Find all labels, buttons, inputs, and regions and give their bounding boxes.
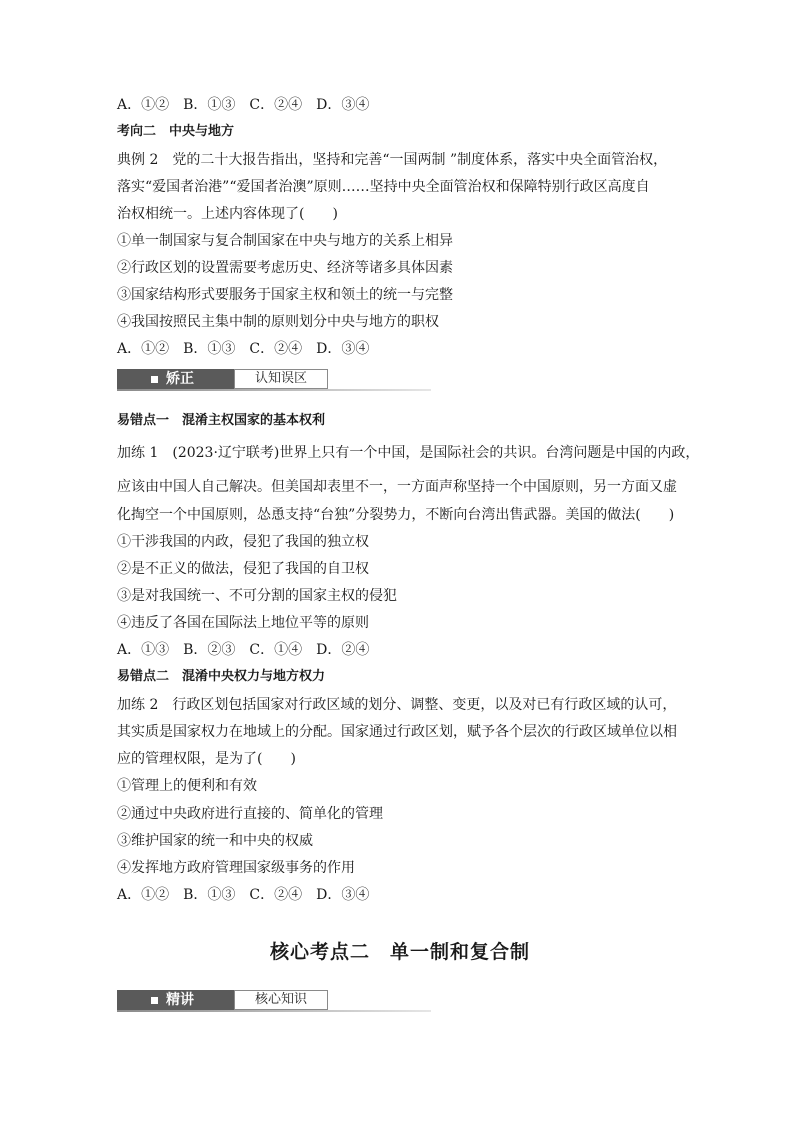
banner-correction-subtitle: 认知误区	[234, 369, 328, 389]
answer-options-2: A．①② B．①③ C．②④ D．③④	[117, 341, 370, 357]
square-bullet-icon	[151, 376, 158, 383]
practice-2-option-4: ④发挥地方政府管理国家级事务的作用	[117, 860, 355, 876]
banner-correction-label: 矫正	[166, 371, 194, 387]
banner-lecture	[117, 990, 431, 1012]
practice-2-line-2: 其实质是国家权力在地域上的分配。国家通过行政区划，赋予各个层次的行政区域单位以相	[117, 724, 677, 740]
banner-underline	[117, 389, 431, 391]
option-item-1: ①单一制国家与复合制国家在中央与地方的关系上相异	[117, 233, 453, 249]
practice-1-option-3: ③是对我国统一、不可分割的国家主权的侵犯	[117, 588, 397, 604]
practice-1-line-2: 应该由中国人自己解决。但美国却表里不一，一方面声称坚持一个中国原则，另一方面又虚	[117, 479, 677, 495]
error-point-1-heading: 易错点一 混淆主权国家的基本权利	[117, 413, 326, 428]
subheading-direction-2: 考向二 中央与地方	[117, 124, 235, 139]
example-2-line-2: 落实“爱国者治港”“爱国者治澳”原则……坚持中央全面管治权和保障特别行政区高度自	[117, 179, 650, 195]
banner-lecture-subtitle: 核心知识	[234, 990, 328, 1010]
error-point-2-heading: 易错点二 混淆中央权力与地方权力	[117, 669, 326, 684]
practice-1-option-2: ②是不正义的做法，侵犯了我国的自卫权	[117, 561, 369, 577]
option-item-3: ③国家结构形式要服务于国家主权和领土的统一与完整	[117, 287, 453, 303]
practice-1-option-1: ①干涉我国的内政，侵犯了我国的独立权	[117, 534, 369, 550]
answer-options-3: A．①③ B．②③ C．①④ D．②④	[117, 642, 370, 658]
banner-underline	[117, 1010, 431, 1012]
option-item-4: ④我国按照民主集中制的原则划分中央与地方的职权	[117, 314, 439, 330]
example-2-line-1: 典例 2 党的二十大报告指出，坚持和完善“一国两制 ”制度体系，落实中央全面管治权，	[117, 152, 668, 168]
practice-2-line-3: 应的管理权限，是为了( )	[117, 751, 296, 767]
banner-correction-tab	[117, 369, 234, 389]
practice-1-line-3: 化掏空一个中国原则，怂恿支持“台独”分裂势力，不断向台湾出售武器。美国的做法( )	[117, 507, 675, 523]
banner-lecture-tab	[117, 990, 234, 1010]
practice-2-option-1: ①管理上的便利和有效	[117, 778, 257, 794]
square-bullet-icon	[151, 997, 158, 1004]
practice-1-option-4: ④违反了各国在国际法上地位平等的原则	[117, 615, 369, 631]
practice-2-option-2: ②通过中央政府进行直接的、简单化的管理	[117, 806, 383, 822]
answer-options-1: A．①② B．①③ C．②④ D．③④	[117, 97, 370, 113]
example-2-line-3: 治权相统一。上述内容体现了( )	[117, 206, 338, 222]
practice-2-line-1: 加练 2 行政区划包括国家对行政区域的划分、调整、变更，以及对已有行政区域的认可，	[117, 697, 677, 713]
practice-2-option-3: ③维护国家的统一和中央的权威	[117, 833, 313, 849]
answer-options-4: A．①② B．①③ C．②④ D．③④	[117, 887, 370, 903]
banner-lecture-label: 精讲	[166, 992, 194, 1008]
practice-1-line-1: 加练 1 (2023·辽宁联考)世界上只有一个中国，是国际社会的共识。台湾问题是中国的内政，	[117, 445, 700, 461]
banner-correction	[117, 369, 431, 391]
option-item-2: ②行政区划的设置需要考虑历史、经济等诸多具体因素	[117, 260, 453, 276]
section-title: 核心考点二 单一制和复合制	[269, 941, 530, 963]
